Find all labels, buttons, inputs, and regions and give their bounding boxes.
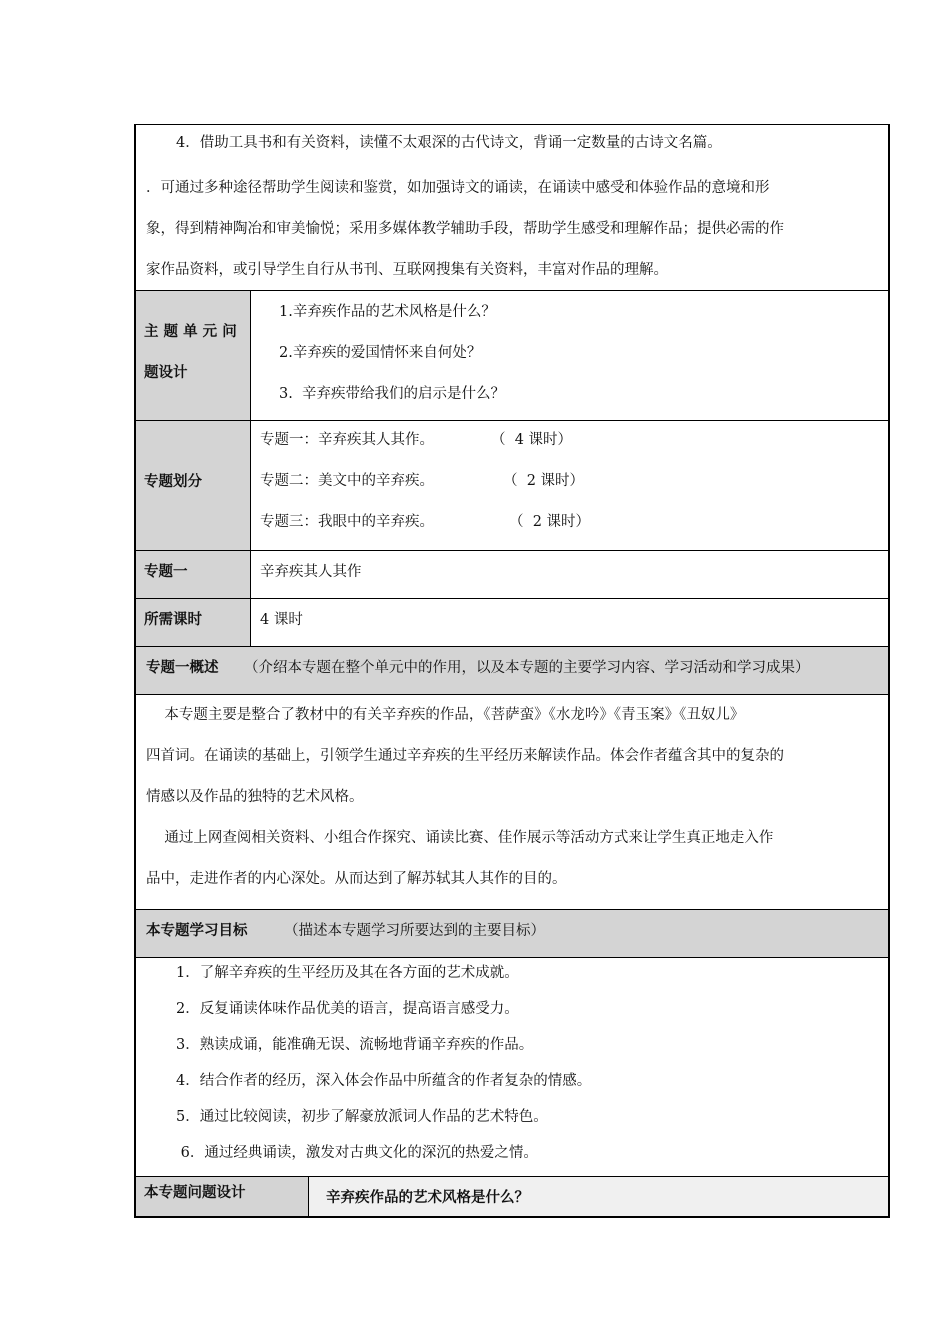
topics-content bbox=[251, 421, 888, 550]
overview-line: 本专题主要是整合了教材中的有关辛弃疾的作品，《菩萨蛮》《水龙吟》《青玉案》《丑奴儿》 bbox=[146, 707, 745, 723]
unit-questions-content bbox=[251, 291, 888, 420]
intro-para-line: 象，得到精神陶冶和审美愉悦；采用多媒体教学辅助手段，帮助学生感受和理解作品；提供必需的作 bbox=[146, 221, 784, 237]
question-design-label bbox=[136, 1177, 309, 1216]
topic-name: 专题二：美文中的辛弃疾。 bbox=[260, 473, 434, 489]
topics-label bbox=[136, 421, 251, 550]
question-item: 3. 辛弃疾带给我们的启示是什么？ bbox=[279, 386, 506, 402]
overview-title: 专题一概述 bbox=[146, 660, 219, 676]
intro-row bbox=[134, 124, 890, 291]
goal-item: 1．了解辛弃疾的生平经历及其在各方面的艺术成就。 bbox=[176, 965, 519, 981]
topic-hours: （ 4 课时） bbox=[491, 432, 573, 448]
goals-note: （描述本专题学习所要达到的主要目标） bbox=[284, 923, 545, 939]
question-design-content bbox=[309, 1177, 888, 1216]
unit-questions-row bbox=[134, 291, 890, 421]
topic-hours: （ 2 课时） bbox=[503, 473, 585, 489]
overview-line: 通过上网查阅相关资料、小组合作探究、诵读比赛、佳作展示等活动方式来让学生真正地走入作 bbox=[146, 830, 774, 846]
overview-line: 四首词。在诵读的基础上，引领学生通过辛弃疾的生平经历来解读作品。体会作者蕴含其中的复杂的 bbox=[146, 748, 784, 764]
intro-line-1: 4．借助工具书和有关资料，读懂不太艰深的古代诗文，背诵一定数量的古诗文名篇。 bbox=[176, 135, 722, 151]
hours-row bbox=[134, 599, 890, 647]
unit-questions-label bbox=[136, 291, 251, 420]
label-text: 本专题问题设计 bbox=[144, 1185, 246, 1201]
hours-label bbox=[136, 599, 251, 646]
question-design-value: 辛弃疾作品的艺术风格是什么？ bbox=[326, 1190, 529, 1206]
intro-para-line: 家作品资料，或引导学生自行从书刊、互联网搜集有关资料，丰富对作品的理解。 bbox=[146, 262, 668, 278]
topic-one-content bbox=[251, 551, 888, 598]
overview-line: 品中，走进作者的内心深处。从而达到了解苏轼其人其作的目的。 bbox=[146, 871, 567, 887]
topic-name: 专题三：我眼中的辛弃疾。 bbox=[260, 514, 434, 530]
intro-para-line: ．可通过多种途径帮助学生阅读和鉴赏，如加强诗文的诵读，在诵读中感受和体验作品的意境和形 bbox=[146, 180, 770, 196]
question-item: 2.辛弃疾的爱国情怀来自何处？ bbox=[279, 345, 482, 361]
goals-header bbox=[134, 910, 890, 958]
goal-item: 6．通过经典诵读，激发对古典文化的深沉的热爱之情。 bbox=[176, 1145, 538, 1161]
topic-one-label bbox=[136, 551, 251, 598]
topics-row bbox=[134, 421, 890, 551]
topic-one-row bbox=[134, 551, 890, 599]
question-item: 1.辛弃疾作品的艺术风格是什么？ bbox=[279, 304, 496, 320]
label-text: 专题划分 bbox=[144, 474, 202, 490]
label-text: 专题一 bbox=[144, 564, 188, 580]
lesson-plan-table bbox=[134, 124, 890, 1218]
topic-name: 专题一：辛弃疾其人其作。 bbox=[260, 432, 434, 448]
goal-item: 3．熟读成诵，能准确无误、流畅地背诵辛弃疾的作品。 bbox=[176, 1037, 534, 1053]
topic-hours: （ 2 课时） bbox=[509, 514, 591, 530]
hours-value: 4 课时 bbox=[260, 612, 303, 628]
overview-body bbox=[134, 695, 890, 910]
goal-item: 4．结合作者的经历，深入体会作品中所蕴含的作者复杂的情感。 bbox=[176, 1073, 592, 1089]
question-design-row bbox=[134, 1177, 890, 1218]
goal-item: 5．通过比较阅读，初步了解豪放派词人作品的艺术特色。 bbox=[176, 1109, 548, 1125]
goal-item: 2．反复诵读体味作品优美的语言，提高语言感受力。 bbox=[176, 1001, 519, 1017]
goals-title: 本专题学习目标 bbox=[146, 923, 248, 939]
label-text: 主 题 单 元 问 bbox=[144, 324, 237, 340]
label-text: 所需课时 bbox=[144, 612, 202, 628]
goals-body bbox=[134, 958, 890, 1177]
overview-line: 情感以及作品的独特的艺术风格。 bbox=[146, 789, 364, 805]
overview-note: （介绍本专题在整个单元中的作用，以及本专题的主要学习内容、学习活动和学习成果） bbox=[244, 660, 810, 676]
overview-header bbox=[134, 647, 890, 695]
hours-content bbox=[251, 599, 888, 646]
label-text: 题设计 bbox=[144, 365, 188, 381]
topic-one-value: 辛弃疾其人其作 bbox=[260, 564, 362, 580]
